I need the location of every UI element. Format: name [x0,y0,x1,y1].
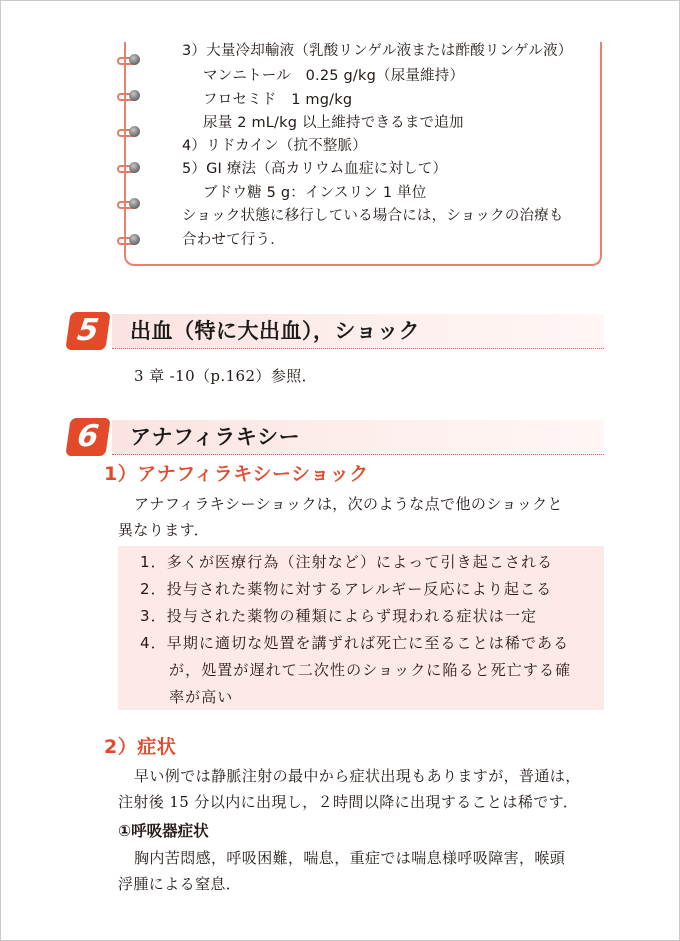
subsection-heading: 1）アナフィラキシーショック [104,463,369,485]
list-item-continuation: が，処置が遅れて二次性のショックに陥ると死亡する確 [169,661,572,679]
section-number-badge: 6 [65,418,110,456]
section-heading [68,418,604,458]
list-item: 1．多くが医療行為（注射など）によって引き起こされる [140,553,554,571]
body-text: 3 章 -10（p.162）参照． [134,367,318,385]
list-item: 3．投与された薬物の種類によらず現われる症状は一定 [140,607,538,625]
binder-ring [117,53,143,67]
minor-heading: ①呼吸器症状 [118,822,209,840]
list-item: 2．投与された薬物に対するアレルギー反応により起こる [140,580,553,598]
notebook-line: マンニトール 0.25 g/kg（尿量維持） [203,68,465,84]
section-heading [68,312,604,352]
list-item-continuation: 率が高い [169,688,234,706]
section-title: アナフィラキシー [130,425,301,449]
binder-ring [117,197,143,211]
notebook-line: 尿量 2 mL/kg 以上維持できるまで追加 [203,115,464,131]
binder-ring [117,161,143,175]
section-title: 出血（特に大出血），ショック [130,319,421,343]
notebook-line: ブドウ糖 5 g：インスリン 1 単位 [203,185,427,201]
section-number-badge: 5 [65,312,110,350]
notebook-line: 3）大量冷却輸液（乳酸リンゲル液または酢酸リンゲル液） [182,43,573,59]
body-text: アナフィラキシーショックは，次のような点で他のショックと [134,495,563,513]
notebook-line: 5）GI 療法（高カリウム血症に対して） [182,161,448,177]
notebook-line: 合わせて行う． [182,232,285,248]
list-item: 4．早期に適切な処置を講ずれば死亡に至ることは稀である [140,634,570,652]
notebook-line: フロセミド 1 mg/kg [203,92,353,108]
notebook-line: ショック状態に移行している場合には，ショックの治療も [182,208,564,224]
body-text: 早い例では静脈注射の最中から症状出現もありますが，普通は， [134,767,581,785]
binder-ring [117,233,143,247]
body-text: 浮腫による窒息． [118,875,242,893]
subsection-heading: 2）症状 [104,736,177,758]
body-text: 異なります． [118,521,210,539]
notebook-line: 4）リドカイン（抗不整脈） [182,138,367,154]
binder-ring [117,125,143,139]
body-text: 注射後 15 分以内に出現し，２時間以降に出現することは稀です． [118,793,579,811]
body-text: 胸内苦悶感，呼吸困難，喘息，重症では喘息様呼吸障害，喉頭 [134,849,566,867]
binder-ring [117,89,143,103]
